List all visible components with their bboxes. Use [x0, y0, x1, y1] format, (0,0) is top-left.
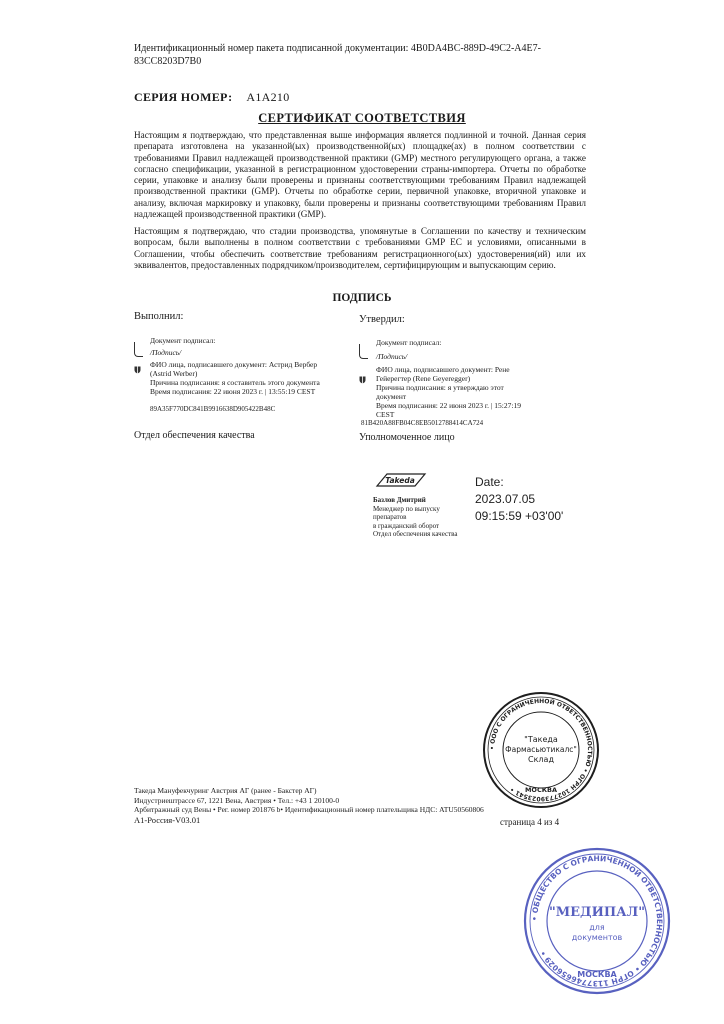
approved-by-label: Утвердил:	[359, 314, 405, 325]
seal-center-line: Фармасьютикалс"	[505, 745, 577, 754]
stamp-role-line: Отдел обеспечения качества	[373, 530, 458, 538]
signing-reason: Причина подписания: я составитель этого документа	[150, 378, 320, 387]
signature-placeholder: /Подпись/	[376, 352, 408, 361]
stamp-role-line: Менеджер по выпуску препаратов	[373, 504, 440, 521]
svg-text:Takeda: Takeda	[385, 476, 415, 486]
performed-by-label: Выполнил:	[134, 311, 184, 322]
page-number: страница 4 из 4	[500, 817, 560, 827]
time-value: 09:15:59 +03'00'	[475, 509, 564, 523]
signed-by-label: Документ подписал:	[376, 338, 442, 347]
seal-city: МОСКВА	[524, 786, 558, 794]
signing-time: Время подписания: 22 июня 2023 г. | 15:27:19 CEST	[376, 401, 521, 419]
signer-name: ФИО лица, подписавшего документ: Рене Гейерегтер (Rene Geyeregger)	[376, 365, 510, 383]
date-stamp	[475, 474, 563, 525]
date-label: Date:	[475, 475, 504, 489]
company-footer	[134, 786, 514, 815]
signed-by-label: Документ подписал:	[150, 336, 216, 345]
shield-icon	[134, 366, 141, 374]
series-label: СЕРИЯ НОМЕР:	[134, 90, 233, 104]
seal-center-line: Склад	[528, 755, 554, 764]
shield-icon	[359, 376, 366, 384]
signature-heading: ПОДПИСЬ	[332, 292, 392, 304]
svg-text:• ООО С ОГРАНИЧЕННОЙ ОТВЕТСТВЕ: • ООО С ОГРАНИЧЕННОЙ ОТВЕТСТВЕННОСТЬЮ • ОГРН 1027739023541 •	[488, 697, 594, 803]
signature-hash: 81B420A88FB04C8EB5012788414CA724	[361, 419, 484, 427]
seal-center-line: "МЕДИПАЛ"	[548, 905, 646, 920]
signature-placeholder: /Подпись/	[150, 348, 182, 357]
takeda-logo	[373, 472, 427, 490]
package-id: Идентификационный номер пакета подписанной документации: 4B0DA4BC-889D-49C2-A4E7-83CC8203D7B0	[134, 43, 541, 67]
svg-text:• ОБЩЕСТВО С ОГРАНИЧЕННОЙ ОТВЕ: • ОБЩЕСТВО С ОГРАНИЧЕННОЙ ОТВЕТСТВЕННОСТЬЮ • ОГРН 1137746656029 •	[529, 853, 665, 989]
footer-company: Такеда Мануфекчуринг Австрия АГ (ранее - Бакстер АГ)	[134, 786, 317, 795]
signing-reason: Причина подписания: я утверждаю этот документ	[376, 383, 504, 401]
medipal-seal	[522, 846, 672, 996]
footer-registration: Арбитражный суд Вены • Рег. номер 201876 b• Идентификационный номер плательщика НДС: ATU50560806	[134, 805, 484, 814]
signer-name: ФИО лица, подписавшего документ: Астрид Вербер (Astrid Werber)	[150, 360, 318, 378]
series-value: A1A210	[246, 90, 290, 104]
stamp-person-name: Базлов Дмитрий	[373, 496, 426, 504]
series-number	[134, 90, 290, 105]
signature-hash: 89A35F770DC841B9916638D905422B48C	[150, 405, 276, 413]
confirmation-paragraph-2: Настоящим я подтверждаю, что стадии производства, упомянутые в Соглашении по качеству и техническим вопросам, были выполнены в полном соответствии с требованиями GMP ЕС и условиями, описанными в Соглашении, чтобы обеспечить соответствие требованиям регистрационного(ых) удостоверения(ий) или их эквивалентов, предоставленных подрядчиком/производителем, сертифицирующим и выпускающим серию.	[134, 226, 586, 270]
confirmation-paragraph-1: Настоящим я подтверждаю, что представленная выше информация является подлинной и точной. Данная серия препарата изготовлена на указанной(ых) производственной(ых) площадке(ах) в полном соответствии с требованиями Правил надлежащей производственной практики (GMP) местного регулирующего органа, а также согласно спецификации, указанной в регистрационном удостоверении страны-импортера. Отчеты по обработке серии, упаковке и анализу были проверены и признаны соответствующими требованиям Правил надлежащей производственной практики (GMP). Отчеты по обработке серии, первичной упаковке, вторичной упаковке и анализу, включая маркировку и упаковку, были проверены и признаны соответствующими требованиям Правил надлежащей производственной практики (GMP).	[134, 130, 586, 220]
stamp-role-line: в гражданский оборот	[373, 521, 440, 530]
seal-center-line: "Такеда	[524, 735, 558, 744]
seal-city: МОСКВА	[577, 970, 617, 979]
signature-bracket	[134, 342, 143, 357]
certificate-title: СЕРТИФИКАТ СООТВЕТСТВИЯ	[258, 111, 466, 125]
signing-time: Время подписания: 22 июня 2023 г. | 13:55:19 CEST	[150, 387, 316, 396]
signature-bracket	[359, 344, 368, 359]
right-department: Уполномоченное лицо	[359, 432, 455, 443]
footer-address: Индустриештрассе 67, 1221 Вена, Австрия • Тел.: +43 1 20100-0	[134, 795, 340, 805]
date-value: 2023.07.05	[475, 492, 536, 506]
form-code: A1-Россия-V03.01	[134, 815, 201, 825]
seal-center-line: для	[589, 923, 605, 932]
left-department: Отдел обеспечения качества	[134, 430, 255, 441]
takeda-approval-stamp	[373, 472, 473, 539]
seal-center-line: документов	[571, 933, 623, 942]
